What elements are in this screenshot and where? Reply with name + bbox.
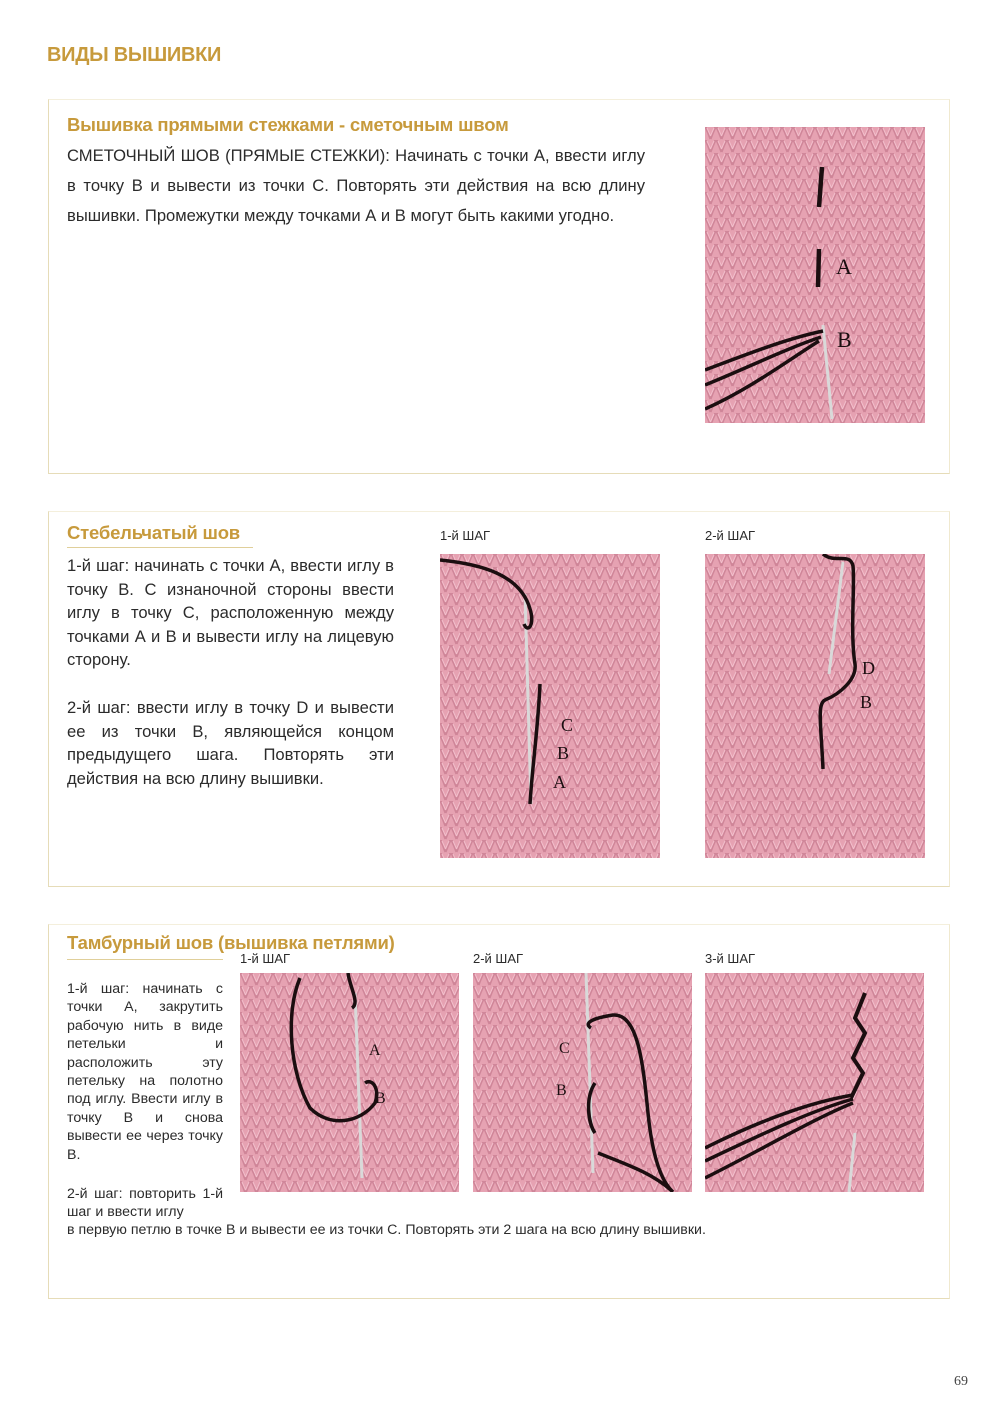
stem-step1-photo <box>440 554 660 858</box>
step-label: 3-й ШАГ <box>705 951 756 966</box>
section-title: Тамбурный шов (вышивка петлями) <box>67 932 395 953</box>
point-label: C <box>559 1040 570 1057</box>
step1-text: 1-й шаг: начинать с точки А, закрутить рабочую нить в виде петельки и расположить эту петельку на полотно под иглу. Ввести иглу в точку В и снова вывести ее через точку В. <box>67 981 223 1163</box>
stem-step2-photo <box>705 554 925 858</box>
point-label: A <box>836 254 852 279</box>
point-label: B <box>375 1090 386 1107</box>
step-label: 1-й ШАГ <box>440 528 491 543</box>
stitch-thread <box>819 167 822 207</box>
point-label: B <box>837 327 852 352</box>
chain-step1-photo <box>240 973 459 1192</box>
step-label: 1-й ШАГ <box>240 951 291 966</box>
step-label: 2-й ШАГ <box>473 951 524 966</box>
stitch-thread <box>818 249 819 287</box>
page-number: 69 <box>954 1374 968 1389</box>
point-label: B <box>860 692 873 712</box>
point-label: A <box>553 772 566 792</box>
chain-step3-photo <box>705 973 924 1192</box>
point-label: D <box>862 658 875 678</box>
section-title: Стебельчатый шов <box>67 522 240 543</box>
page-title: ВИДЫ ВЫШИВКИ <box>47 44 222 66</box>
section-text: СМЕТОЧНЫЙ ШОВ (ПРЯМЫЕ СТЕЖКИ): Начинать с точки А, ввести иглу в точку В и вывести из точки С. Повторять эти действия на всю длину вышивки. Промежутки между точками А и В могут быть какими угодно. <box>67 146 645 225</box>
step2-text: 2-й шаг: повторить 1-й шаг и ввести иглу <box>67 1186 223 1221</box>
step1-text: 1-й шаг: начинать с точки А, ввести иглу в точку В. С изнаночной стороны ввести иглу в точку С, расположенную между точками А и В и вывести иглу на лицевую сторону. <box>67 556 394 670</box>
section-title: Вышивка прямыми стежками - сметочным швом <box>67 114 509 135</box>
title-underline <box>67 959 223 960</box>
point-label: B <box>556 1082 567 1099</box>
step2-text: 2-й шаг: ввести иглу в точку D и вывести ее из точки В, являющейся концом предыдущего шага. Повторять эти действия на всю длину вышивки. <box>67 698 394 788</box>
step-label: 2-й ШАГ <box>705 528 756 543</box>
chain-step2-photo <box>473 973 692 1192</box>
title-underline <box>67 547 253 548</box>
step2-text-continued: в первую петлю в точке В и вывести ее из точки С. Повторять эти 2 шага на всю длину вышивки. <box>67 1222 706 1238</box>
running-stitch-photo <box>705 127 925 423</box>
point-label: C <box>561 715 574 735</box>
point-label: B <box>557 743 570 763</box>
point-label: A <box>369 1042 381 1059</box>
